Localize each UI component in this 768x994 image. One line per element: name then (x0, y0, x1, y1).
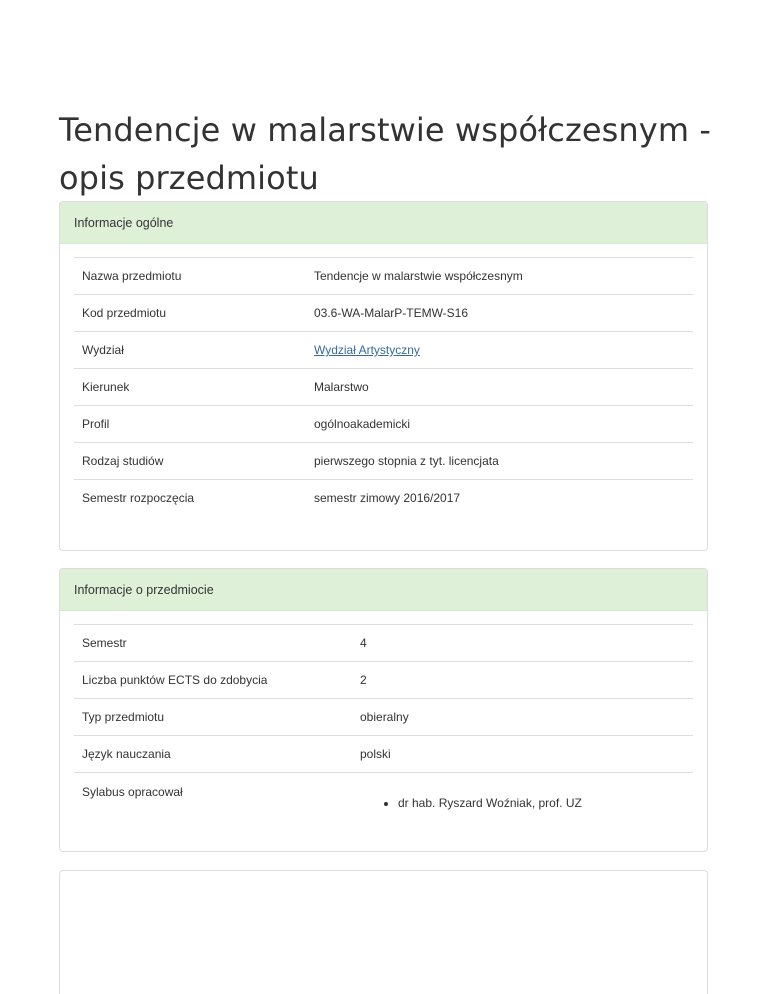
page-title: Tendencje w malarstwie współczesnym - opis przedmiotu (59, 111, 712, 197)
row-value: 4 (360, 636, 367, 650)
faculty-link[interactable]: Wydział Artystyczny (314, 343, 420, 357)
table-row (74, 662, 693, 699)
row-value: semestr zimowy 2016/2017 (314, 491, 461, 505)
table-row (74, 736, 693, 773)
list-item: • dr hab. Ryszard Woźniak, prof. UZ (398, 785, 685, 811)
table-row (74, 369, 693, 406)
general-info-table (74, 257, 693, 516)
row-value: Tendencje w malarstwie współczesnym (314, 269, 523, 283)
row-label: Semestr (82, 636, 127, 650)
table-row (74, 258, 693, 295)
row-label: Kod przedmiotu (82, 306, 167, 320)
row-label: Liczba punktów ECTS do zdobycia (82, 673, 268, 687)
row-value: Malarstwo (314, 380, 369, 394)
row-label: Język nauczania (82, 747, 171, 761)
row-label: Kierunek (82, 380, 130, 394)
general-info-body (60, 244, 707, 516)
table-row (74, 332, 693, 369)
row-label: Sylabus opracował (82, 785, 183, 799)
row-label: Rodzaj studiów (82, 454, 164, 468)
row-value (306, 332, 693, 369)
next-panel (59, 870, 708, 994)
table-row (74, 295, 693, 332)
row-value: obieralny (360, 710, 409, 724)
row-label: Semestr rozpoczęcia (82, 491, 195, 505)
row-value (352, 773, 693, 822)
table-row (74, 773, 693, 822)
row-value: pierwszego stopnia z tyt. licencjata (314, 454, 499, 468)
row-value: polski (360, 747, 391, 761)
table-row (74, 625, 693, 662)
general-info-heading: Informacje ogólne (60, 202, 707, 244)
table-row (74, 443, 693, 480)
subject-info-panel (59, 568, 708, 852)
row-label: Typ przedmiotu (82, 710, 165, 724)
table-row (74, 480, 693, 517)
row-value: 03.6-WA-MalarP-TEMW-S16 (314, 306, 469, 320)
subject-info-body (60, 611, 707, 821)
row-label: Nazwa przedmiotu (82, 269, 182, 283)
row-label: Wydział (82, 343, 124, 357)
subject-info-table (74, 624, 693, 821)
table-row (74, 699, 693, 736)
row-value: ogólnoakademicki (314, 417, 411, 431)
row-value: 2 (360, 673, 367, 687)
table-row (74, 406, 693, 443)
subject-info-heading: Informacje o przedmiocie (60, 569, 707, 611)
general-info-panel (59, 201, 708, 551)
syllabus-author-list (360, 785, 685, 811)
row-label: Profil (82, 417, 110, 431)
